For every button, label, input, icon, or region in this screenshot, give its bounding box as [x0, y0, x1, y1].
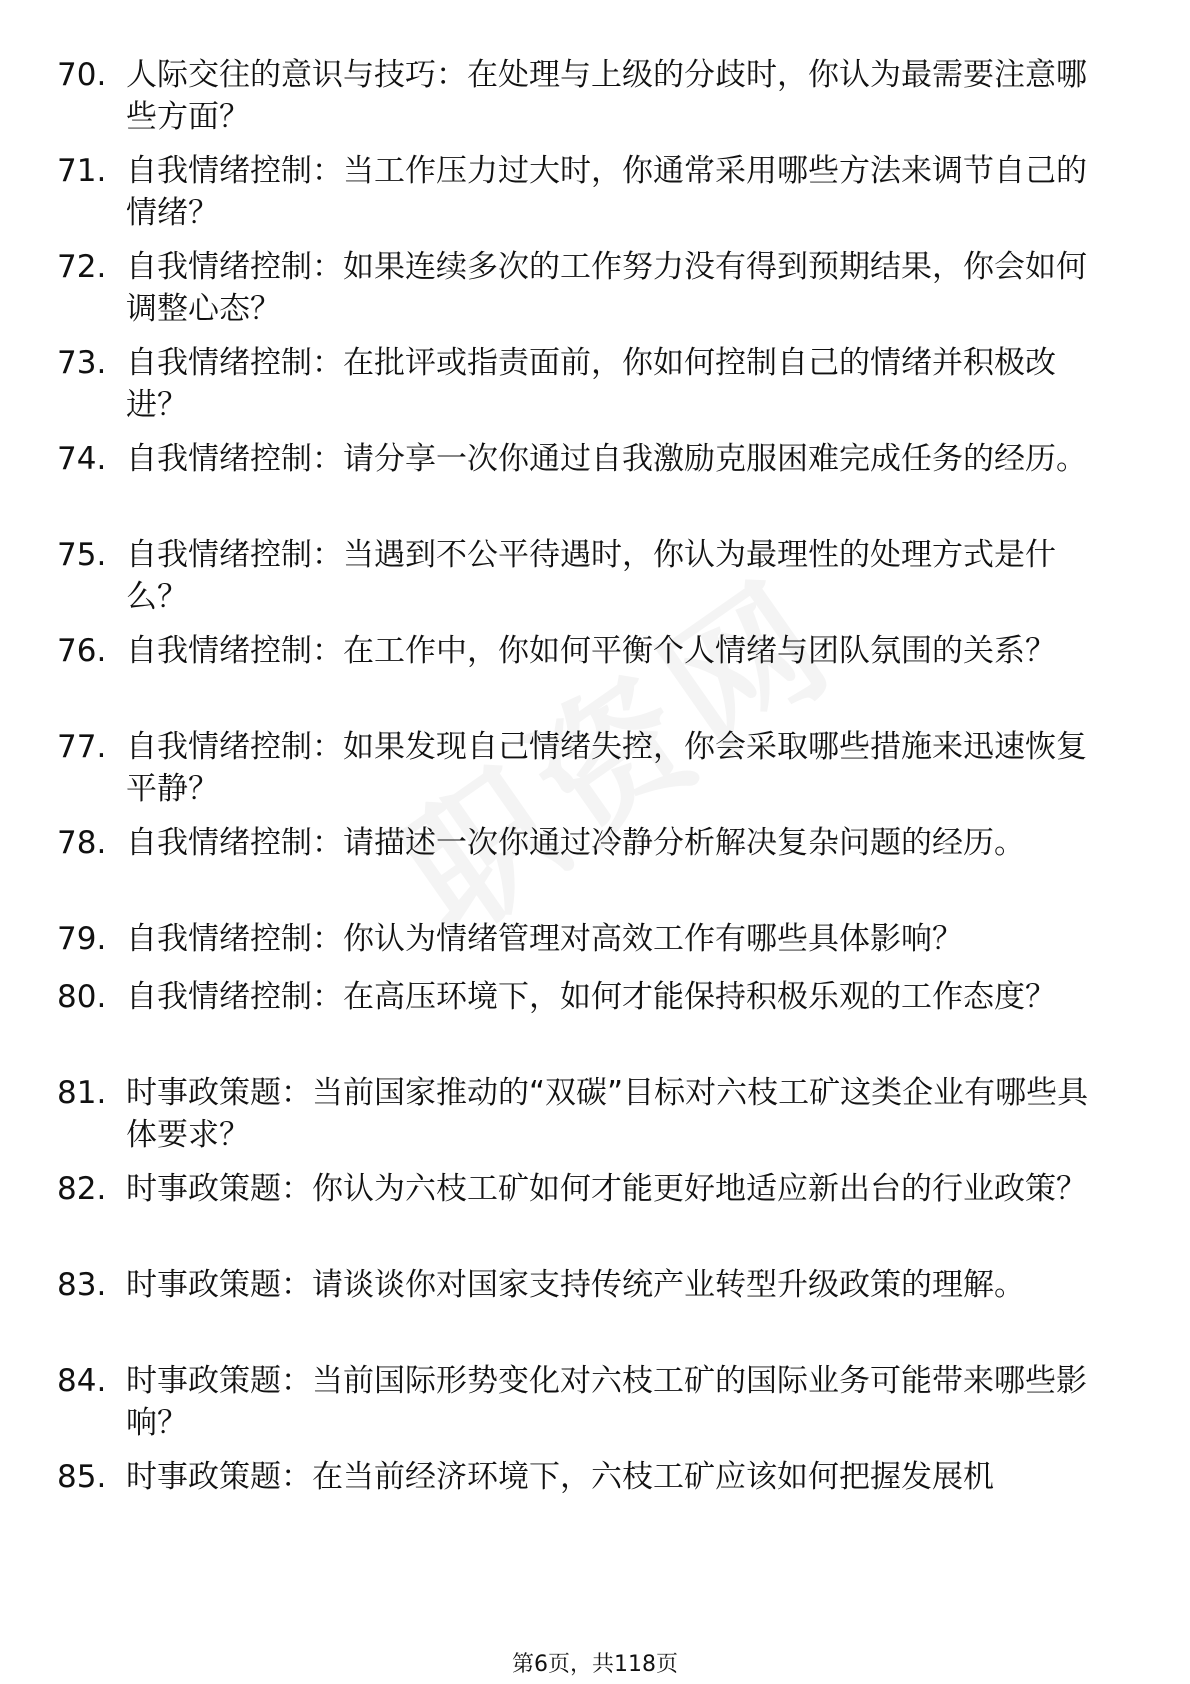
question-text: 自我情绪控制：在批评或指责面前，你如何控制自己的情绪并积极改进？ — [126, 345, 1056, 423]
list-item — [0, 438, 1190, 528]
question-text: 自我情绪控制：如果发现自己情绪失控，你会采取哪些措施来迅速恢复平静？ — [126, 729, 1087, 807]
question-number: 83. — [57, 1267, 107, 1303]
list-item — [0, 1264, 1190, 1354]
question-number: 73. — [57, 345, 107, 381]
question-number: 80. — [57, 979, 107, 1015]
question-text: 时事政策题：你认为六枝工矿如何才能更好地适应新出台的行业政策？ — [126, 1171, 1087, 1207]
question-text: 时事政策题：当前国际形势变化对六枝工矿的国际业务可能带来哪些影响？ — [126, 1363, 1087, 1441]
question-number: 79. — [57, 921, 107, 957]
question-number: 74. — [57, 441, 107, 477]
question-number: 71. — [57, 153, 107, 189]
list-item — [0, 1168, 1190, 1258]
list-item — [0, 1360, 1190, 1450]
list-item — [0, 630, 1190, 720]
question-number: 82. — [57, 1171, 107, 1207]
question-text: 人际交往的意识与技巧：在处理与上级的分歧时，你认为最需要注意哪些方面？ — [126, 57, 1087, 135]
list-item — [0, 534, 1190, 624]
question-text: 自我情绪控制：你认为情绪管理对高效工作有哪些具体影响？ — [126, 921, 963, 957]
question-text: 时事政策题：请谈谈你对国家支持传统产业转型升级政策的理解。 — [126, 1267, 1025, 1303]
question-number: 75. — [57, 537, 107, 573]
page-footer: 第6页，共118页 — [512, 1652, 678, 1677]
question-number: 76. — [57, 633, 107, 669]
list-item — [0, 246, 1190, 336]
question-number: 85. — [57, 1459, 107, 1495]
list-item — [0, 976, 1190, 1066]
question-text: 自我情绪控制：在高压环境下，如何才能保持积极乐观的工作态度？ — [126, 979, 1056, 1015]
question-text: 时事政策题：当前国家推动的“双碳”目标对六枝工矿这类企业有哪些具体要求？ — [126, 1075, 1089, 1153]
list-item — [0, 1072, 1190, 1162]
question-number: 84. — [57, 1363, 107, 1399]
question-number: 72. — [57, 249, 107, 285]
list-item — [0, 726, 1190, 816]
question-number: 70. — [57, 57, 107, 93]
question-text: 自我情绪控制：如果连续多次的工作努力没有得到预期结果，你会如何调整心态？ — [126, 249, 1087, 327]
list-item — [0, 1456, 1190, 1502]
list-item — [0, 150, 1190, 240]
question-text: 自我情绪控制：当遇到不公平待遇时，你认为最理性的处理方式是什么？ — [126, 537, 1056, 615]
question-number: 81. — [57, 1075, 107, 1111]
question-text: 自我情绪控制：当工作压力过大时，你通常采用哪些方法来调节自己的情绪？ — [126, 153, 1087, 231]
question-text: 时事政策题：在当前经济环境下，六枝工矿应该如何把握发展机 — [126, 1459, 994, 1495]
question-number: 78. — [57, 825, 107, 861]
question-text: 自我情绪控制：在工作中，你如何平衡个人情绪与团队氛围的关系？ — [126, 633, 1056, 669]
question-text: 自我情绪控制：请描述一次你通过冷静分析解决复杂问题的经历。 — [126, 825, 1025, 861]
question-number: 77. — [57, 729, 107, 765]
question-text: 自我情绪控制：请分享一次你通过自我激励克服困难完成任务的经历。 — [126, 441, 1087, 477]
list-item — [0, 54, 1190, 144]
list-item — [0, 822, 1190, 912]
list-item — [0, 342, 1190, 432]
